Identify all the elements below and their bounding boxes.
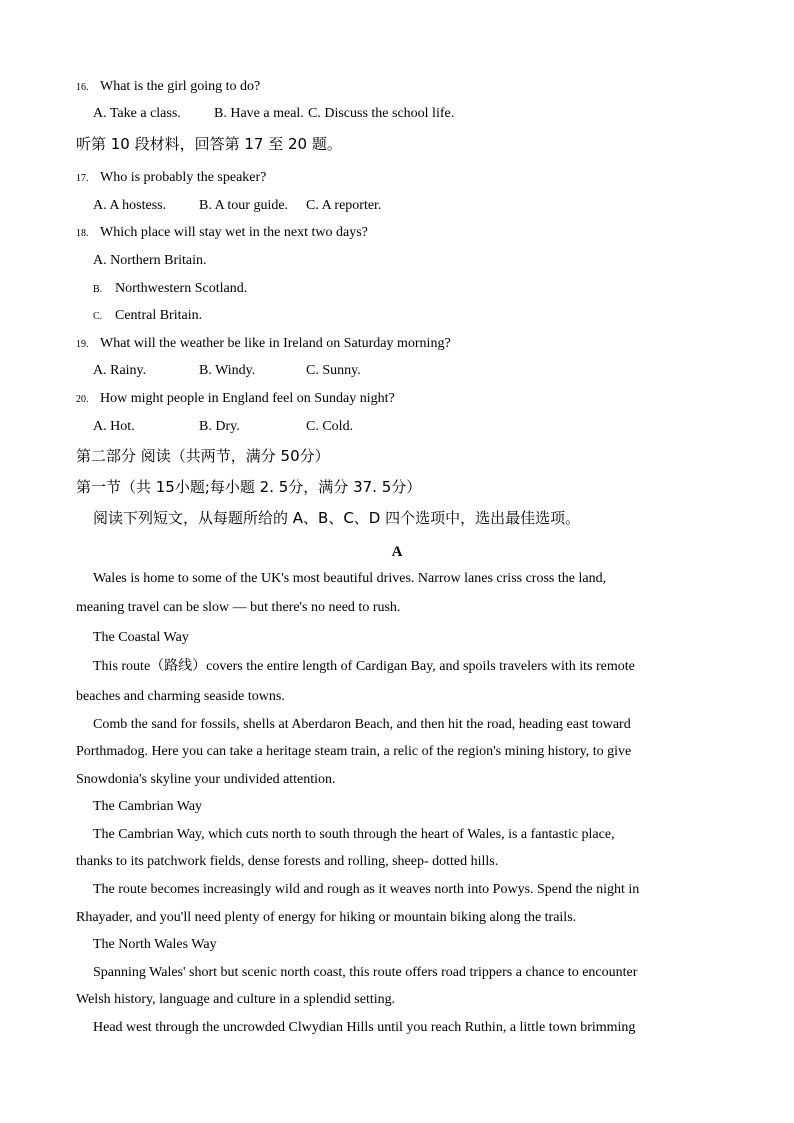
subheading-north-wales-way: The North Wales Way	[93, 937, 217, 952]
question-text: Which place will stay wet in the next two days?	[100, 225, 368, 240]
question-number: 19.	[76, 339, 89, 350]
option-b: B. Dry.	[199, 419, 240, 434]
coastal-p2-line-1: Comb the sand for fossils, shells at Aberdaron Beach, and then hit the road, heading east toward	[93, 717, 631, 732]
question-number: 18.	[76, 228, 89, 239]
coastal-p1-line-2: beaches and charming seaside towns.	[76, 689, 285, 704]
option-letter: C.	[93, 311, 103, 322]
passage-intro-line-1: Wales is home to some of the UK's most beautiful drives. Narrow lanes criss cross the land,	[93, 571, 607, 586]
section-one-heading: 第一节（共 15小题;每小题 2. 5分，满分 37. 5分）	[76, 478, 422, 496]
section-header-material-10: 听第 10 段材料，回答第 17 至 20 题。	[76, 135, 342, 153]
north-p2-line-1: Head west through the uncrowded Clwydian Hills until you reach Ruthin, a little town brimming	[93, 1020, 636, 1035]
option-a: A. A hostess.	[93, 198, 167, 213]
question-text: What is the girl going to do?	[100, 79, 261, 94]
subheading-coastal-way: The Coastal Way	[93, 630, 189, 645]
cambrian-p2-line-1: The route becomes increasingly wild and rough as it weaves north into Powys. Spend the night in	[93, 882, 640, 897]
north-p1-line-2: Welsh history, language and culture in a splendid setting.	[76, 992, 396, 1007]
coastal-p2-line-2: Porthmadog. Here you can take a heritage steam train, a relic of the region's mining history, to give	[76, 744, 632, 759]
question-17-options	[93, 197, 381, 215]
question-18	[76, 224, 368, 243]
question-18-option-c	[93, 307, 202, 326]
option-a: A. Rainy.	[93, 363, 147, 378]
option-c: C. A reporter.	[306, 198, 382, 213]
reading-instruction: 阅读下列短文，从每题所给的 A、B、C、D 四个选项中，选出最佳选项。	[93, 509, 581, 527]
option-text: Northwestern Scotland.	[115, 281, 248, 296]
subheading-cambrian-way: The Cambrian Way	[93, 799, 203, 814]
question-19-options	[93, 362, 361, 380]
part-two-heading: 第二部分 阅读（共两节，满分 50分）	[76, 447, 330, 465]
question-text: Who is probably the speaker?	[100, 170, 267, 185]
option-c: C. Cold.	[306, 419, 354, 434]
question-18-option-a	[93, 252, 207, 270]
question-20	[76, 390, 395, 409]
option-b: B. Windy.	[199, 363, 256, 378]
option-c: C. Discuss the school life.	[308, 106, 455, 121]
question-20-options	[93, 418, 353, 436]
question-17	[76, 169, 266, 188]
question-19	[76, 335, 451, 354]
passage-title: A	[391, 544, 403, 560]
question-18-option-b	[93, 280, 247, 299]
question-16	[76, 78, 260, 97]
coastal-p1-line-1: This route（路线）covers the entire length of Cardigan Bay, and spoils travelers with its remote	[93, 659, 635, 674]
question-number: 16.	[76, 82, 89, 93]
passage-intro-line-2: meaning travel can be slow — but there's no need to rush.	[76, 600, 401, 615]
option-b: B. Have a meal.	[214, 106, 304, 121]
cambrian-p1-line-1: The Cambrian Way, which cuts north to south through the heart of Wales, is a fantastic place,	[93, 827, 615, 842]
option-text: A. Northern Britain.	[93, 253, 207, 268]
question-number: 20.	[76, 394, 89, 405]
option-a: A. Hot.	[93, 419, 135, 434]
cambrian-p1-line-2: thanks to its patchwork fields, dense forests and rolling, sheep- dotted hills.	[76, 854, 499, 869]
question-number: 17.	[76, 173, 89, 184]
question-16-options	[93, 105, 454, 123]
question-text: What will the weather be like in Ireland on Saturday morning?	[100, 336, 451, 351]
cambrian-p2-line-2: Rhayader, and you'll need plenty of energy for hiking or mountain biking along the trails.	[76, 910, 577, 925]
question-text: How might people in England feel on Sunday night?	[100, 391, 395, 406]
option-letter: B.	[93, 284, 103, 295]
option-text: Central Britain.	[115, 308, 203, 323]
option-a: A. Take a class.	[93, 106, 181, 121]
coastal-p2-line-3: Snowdonia's skyline your undivided attention.	[76, 772, 336, 787]
north-p1-line-1: Spanning Wales' short but scenic north coast, this route offers road trippers a chance to encounter	[93, 965, 638, 980]
option-b: B. A tour guide.	[199, 198, 289, 213]
option-c: C. Sunny.	[306, 363, 361, 378]
